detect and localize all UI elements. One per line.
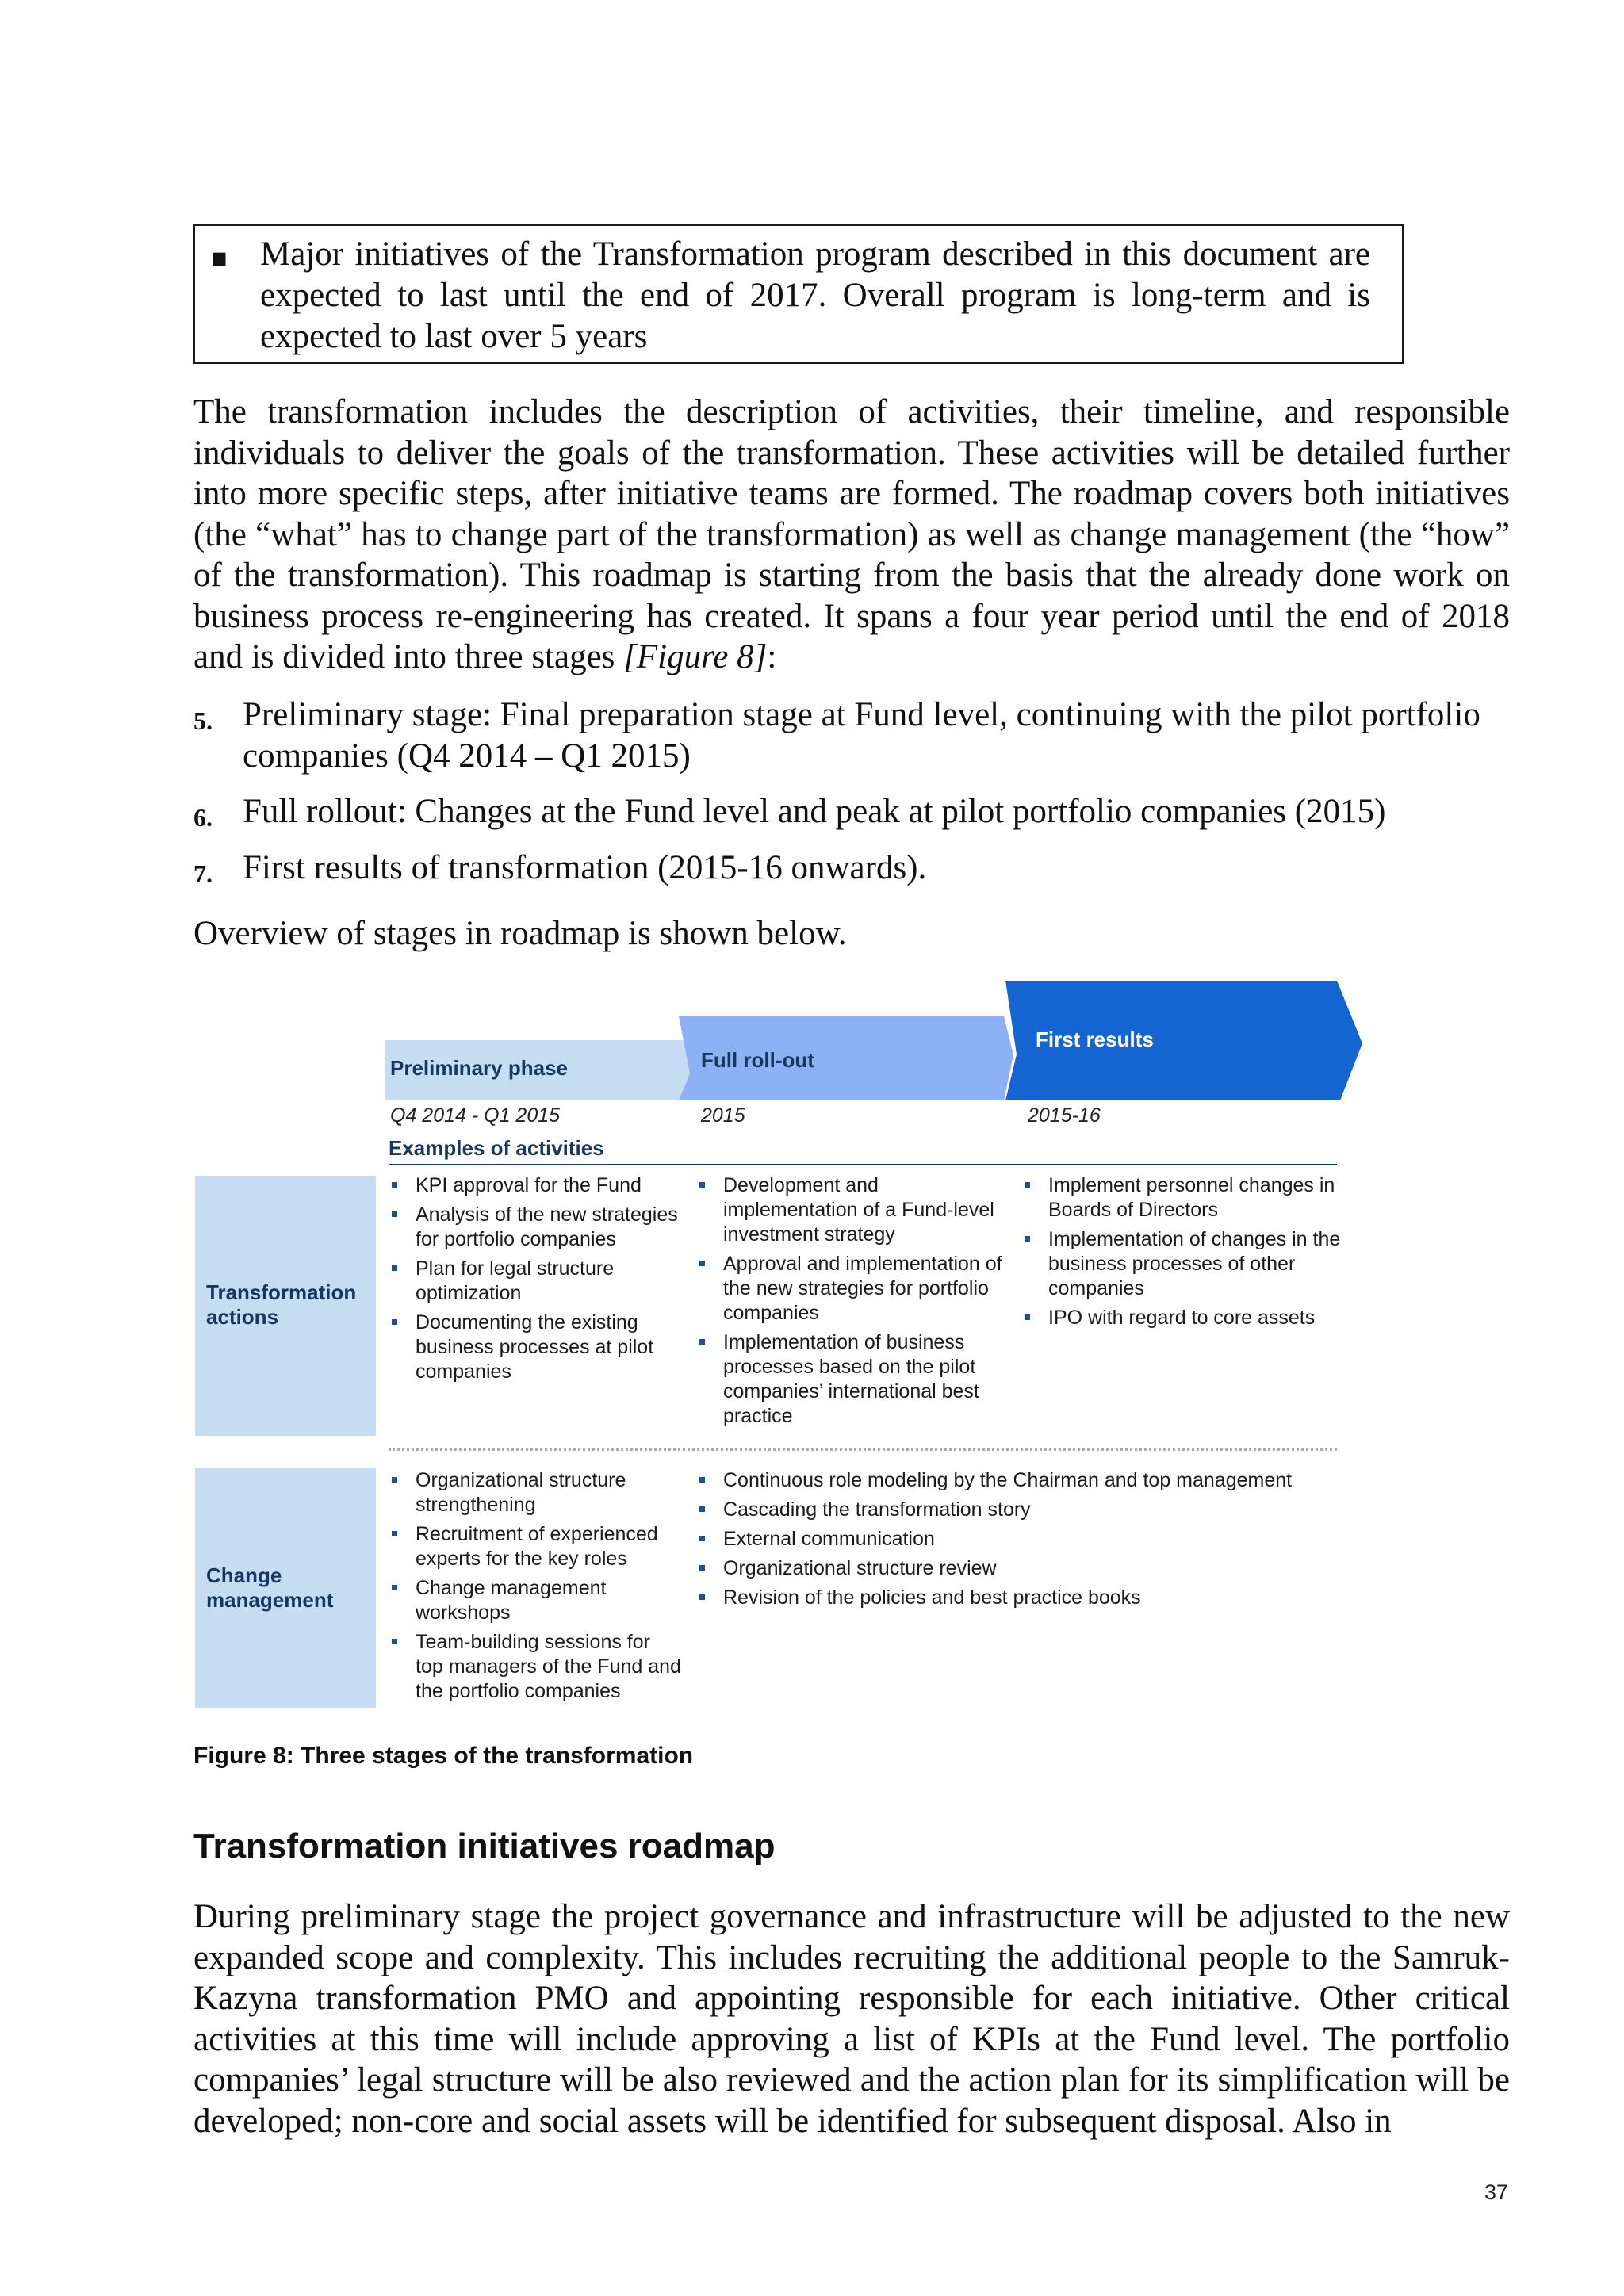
bullet-square-icon <box>699 1261 705 1266</box>
callout-bullet-icon: ■ <box>211 244 228 274</box>
bullet-square-icon <box>392 1182 397 1188</box>
bullet-square-icon <box>392 1585 397 1590</box>
stage-text: Preliminary stage: Final preparation stage at Fund level, continuing with the pilot portfolio companies (Q4 2014 – Q1 2015) <box>243 696 1480 775</box>
list-item: IPO with regard to core assets <box>1021 1306 1342 1330</box>
row-label-change: Change management <box>206 1563 334 1612</box>
bullet-square-icon <box>392 1211 397 1217</box>
bullet-square-icon <box>1025 1314 1030 1320</box>
callout-box <box>193 224 1404 364</box>
overview-text: Overview of stages in roadmap is shown below. <box>193 915 847 952</box>
list-item: Approval and implementation of the new strategies for portfolio companies <box>696 1252 1013 1326</box>
transformation-col2-list <box>696 1173 1013 1433</box>
stages-figure <box>193 975 1367 1712</box>
list-item: Change management workshops <box>389 1576 682 1625</box>
row-label-transformation: Transformation actions <box>206 1280 357 1329</box>
transformation-col3-list <box>1021 1173 1342 1335</box>
stage-text: First results of transformation (2015-16 onwards). <box>243 849 927 886</box>
callout-text: Major initiatives of the Transformation program described in this document are expected to last until the end of 2017. Overall program is long-term and is expected to last over 5 years <box>260 235 1370 355</box>
phase-arrows <box>193 975 1367 1102</box>
list-item: Organizational structure strengthening <box>389 1468 682 1517</box>
bullet-square-icon <box>1025 1182 1030 1188</box>
list-item: Documenting the existing business processes at pilot companies <box>389 1311 682 1384</box>
stage-item <box>193 848 1510 889</box>
phase-label-preliminary: Preliminary phase <box>390 1056 568 1080</box>
change-col1-list <box>389 1468 682 1709</box>
bullet-square-icon <box>699 1506 705 1512</box>
list-item: Implement personnel changes in Boards of Directors <box>1021 1173 1342 1223</box>
bullet-square-icon <box>699 1536 705 1541</box>
phase-label-first-results: First results <box>1036 1027 1154 1051</box>
bullet-square-icon <box>699 1339 705 1345</box>
list-item: Organizational structure review <box>696 1556 1346 1581</box>
stage-text: Full rollout: Changes at the Fund level and peak at pilot portfolio companies (2015) <box>243 793 1386 830</box>
list-item: Plan for legal structure optimization <box>389 1257 682 1306</box>
phase-date-preliminary: Q4 2014 - Q1 2015 <box>390 1104 561 1127</box>
list-item: Team-building sessions for top managers of the Fund and the portfolio companies <box>389 1630 682 1704</box>
bullet-square-icon <box>699 1477 705 1483</box>
examples-rule <box>389 1164 1337 1165</box>
section-heading: Transformation initiatives roadmap <box>193 1827 776 1866</box>
intro-colon: : <box>767 638 777 675</box>
bullet-square-icon <box>1025 1236 1030 1242</box>
bullet-square-icon <box>392 1319 397 1325</box>
list-item: Development and implementation of a Fund-level investment strategy <box>696 1173 1013 1247</box>
bullet-square-icon <box>392 1265 397 1271</box>
phase-label-full-rollout: Full roll-out <box>701 1048 814 1072</box>
examples-label: Examples of activities <box>389 1136 604 1160</box>
figure-reference: [Figure 8] <box>623 638 768 675</box>
bullet-square-icon <box>699 1565 705 1571</box>
list-item: Cascading the transformation story <box>696 1498 1346 1522</box>
row-divider <box>389 1448 1337 1451</box>
phase-date-first-results: 2015-16 <box>1028 1104 1101 1127</box>
intro-paragraph <box>193 392 1510 678</box>
bullet-square-icon <box>392 1531 397 1536</box>
stage-item <box>193 791 1510 832</box>
body-paragraph: During preliminary stage the project governance and infrastructure will be adjusted to the new expanded scope and complexity. This includes recruiting the additional people to the Samruk-Kazyna transformation PMO and appointing responsible for each initiative. Other critical activities at this time will include approving a list of KPIs at the Fund level. The portfolio companies’ legal structure will be also reviewed and the action plan for its simplification will be developed; non-core and social assets will be identified for subsequent disposal. Also in <box>193 1898 1510 2140</box>
change-col2-list <box>696 1468 1346 1615</box>
stage-number: 7. <box>193 859 213 888</box>
bullet-square-icon <box>392 1639 397 1644</box>
stage-number: 5. <box>193 706 213 735</box>
page-number: 37 <box>1484 2180 1509 2204</box>
list-item: KPI approval for the Fund <box>389 1173 682 1198</box>
bullet-square-icon <box>699 1182 705 1188</box>
list-item: Implementation of changes in the business processes of other companies <box>1021 1227 1342 1301</box>
list-item: Analysis of the new strategies for portfolio companies <box>389 1203 682 1252</box>
phase-date-full-rollout: 2015 <box>701 1104 745 1127</box>
transformation-col1-list <box>389 1173 682 1389</box>
bullet-square-icon <box>699 1594 705 1600</box>
stage-number: 6. <box>193 803 213 832</box>
list-item: External communication <box>696 1527 1346 1552</box>
list-item: Revision of the policies and best practice books <box>696 1586 1346 1610</box>
bullet-square-icon <box>392 1477 397 1483</box>
figure-caption: Figure 8: Three stages of the transformation <box>193 1743 694 1769</box>
stage-item <box>193 695 1510 776</box>
list-item: Continuous role modeling by the Chairman and top management <box>696 1468 1346 1493</box>
list-item: Recruitment of experienced experts for the key roles <box>389 1522 682 1571</box>
list-item: Implementation of business processes based on the pilot companies’ international best practice <box>696 1330 1013 1429</box>
intro-text: The transformation includes the description of activities, their timeline, and responsible individuals to deliver the goals of the transformation. These activities will be detailed further into more specific steps, after initiative teams are formed. The roadmap covers both initiatives (the “what” has to change part of the transformation) as well as change management (the “how” of the transformation). This roadmap is starting from the basis that the already done work on business process re-engineering has created. It spans a four year period until the end of 2018 and is divided into three stages <box>193 393 1510 675</box>
